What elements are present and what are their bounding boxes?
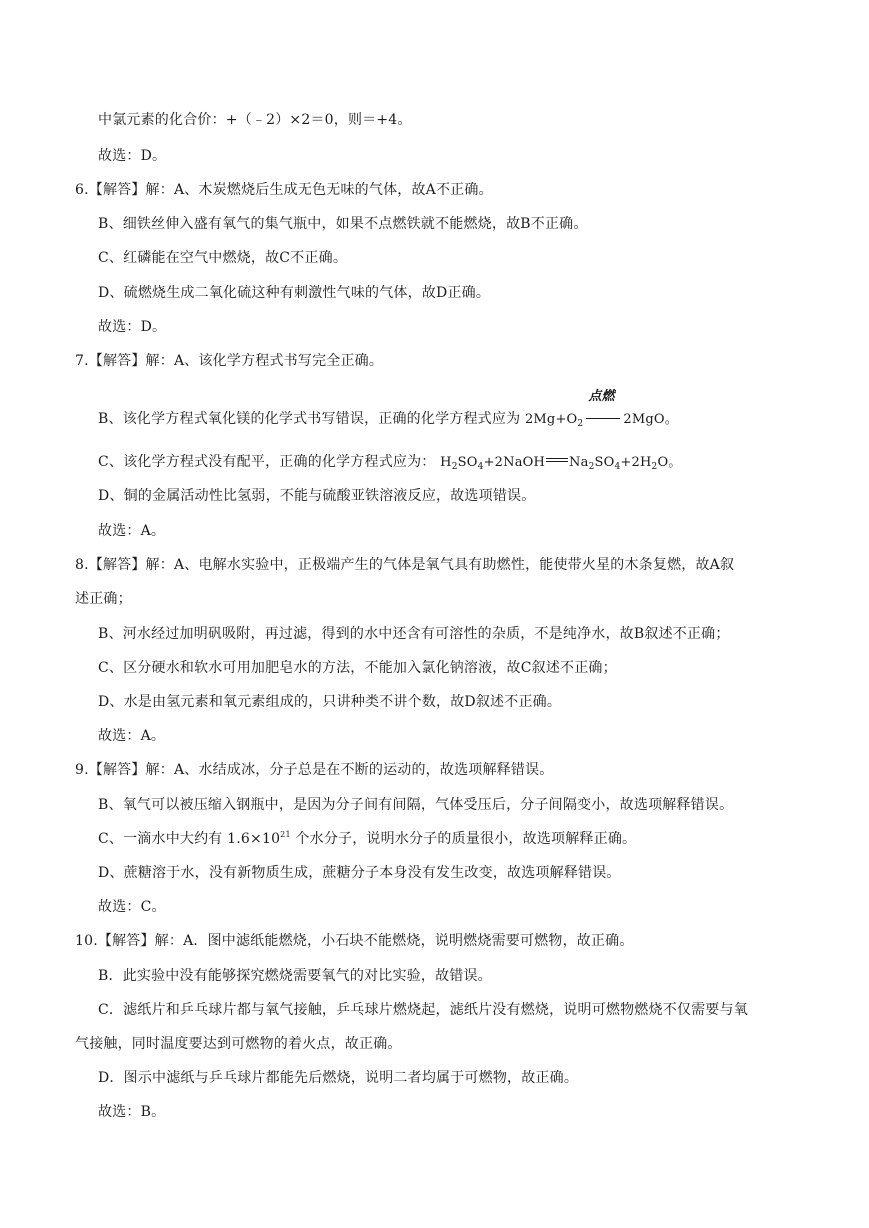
text-line: D、蔗糖溶于水，没有新物质生成，蔗糖分子本身没有发生改变，故选项解释错误。 [98, 865, 621, 881]
equation-text: C、该化学方程式没有配平，正确的化学方程式应为： [98, 454, 436, 470]
question-7-heading: 7.【解答】解：A、该化学方程式书写完全正确。 [75, 353, 384, 369]
text-line: B．此实验中没有能够探究燃烧需要氧气的对比实验，故错误。 [98, 968, 492, 984]
question-9-heading: 9.【解答】解：A、水结成冰，分子总是在不断的运动的，故选项解释错误。 [75, 762, 554, 778]
equation-line [98, 452, 682, 472]
text-line: 中氯元素的化合价：+（﹣2）×2＝0，则＝+4。 [98, 112, 412, 128]
reaction-arrow [584, 389, 622, 429]
text-line: C、一滴水中大约有 $1.6\times 10^{21}$ 个水分子，说明水分子的质量很小，故选项解释正确。 [98, 830, 637, 847]
chemical-equation: $H_2SO_4+2NaOH$ $Na_2SO_4+2H_2O$。 [440, 455, 682, 472]
equation-line [98, 389, 678, 429]
question-6-heading: 6.【解答】解：A、木炭燃烧后生成无色无味的气体，故A不正确。 [75, 182, 493, 198]
text-line: 气接触，同时温度要达到可燃物的着火点，故正确。 [75, 1036, 402, 1052]
chemical-formula: $2Mg+O_2$ [524, 412, 584, 429]
reaction-condition: 点燃 [588, 389, 615, 404]
text-line: D、水是由氢元素和氧元素组成的，只讲种类不讲个数，故D叙述不正确。 [98, 694, 562, 710]
chemical-formula: 2MgO。 [623, 412, 678, 427]
text-line: D、铜的金属活动性比氢弱，不能与硫酸亚铁溶液反应，故选项错误。 [98, 488, 536, 504]
text-line: B、氧气可以被压缩入钢瓶中，是因为分子间有间隔，气体受压后，分子间隔变小，故选项解释错误。 [98, 797, 734, 813]
question-8-heading: 8.【解答】解：A、电解水实验中，正极端产生的气体是氧气具有助燃性，能使带火星的木条复燃，故A叙 [75, 557, 735, 573]
text-line: B、细铁丝伸入盛有氧气的集气瓶中，如果不点燃铁就不能燃烧，故B不正确。 [98, 216, 588, 232]
answer-line: 故选：D。 [98, 319, 167, 335]
text-line: D、硫燃烧生成二氧化硫这种有刺激性气味的气体，故D正确。 [98, 285, 491, 301]
text-line: C．滤纸片和乒乓球片都与氧气接触，乒乓球片燃烧起，滤纸片没有燃烧，说明可燃物燃烧不仅需要与氧 [98, 1002, 748, 1018]
text-line: B、河水经过加明矾吸附，再过滤，得到的水中还含有可溶性的杂质，不是纯净水，故B叙述不正确； [98, 626, 730, 642]
question-10-heading: 10.【解答】解：A．图中滤纸能燃烧，小石块不能燃烧，说明燃烧需要可燃物，故正确。 [75, 933, 634, 949]
text-line: C、红磷能在空气中燃烧，故C不正确。 [98, 250, 348, 266]
text-line: C、区分硬水和软水可用加肥皂水的方法，不能加入氯化钠溶液，故C叙述不正确； [98, 660, 617, 676]
equals-sign-icon [546, 458, 568, 462]
answer-line: 故选：D。 [98, 148, 167, 164]
text-line: 述正确； [75, 591, 132, 607]
answer-line: 故选：C。 [98, 899, 166, 915]
answer-line: 故选：B。 [98, 1104, 166, 1120]
answer-line: 故选：A。 [98, 728, 166, 744]
equation-text: B、该化学方程式氧化镁的化学式书写错误，正确的化学方程式应为 [98, 411, 521, 427]
text-line: D．图示中滤纸与乒乓球片都能先后燃烧，说明二者均属于可燃物，故正确。 [98, 1070, 579, 1086]
answer-line: 故选：A。 [98, 523, 166, 539]
